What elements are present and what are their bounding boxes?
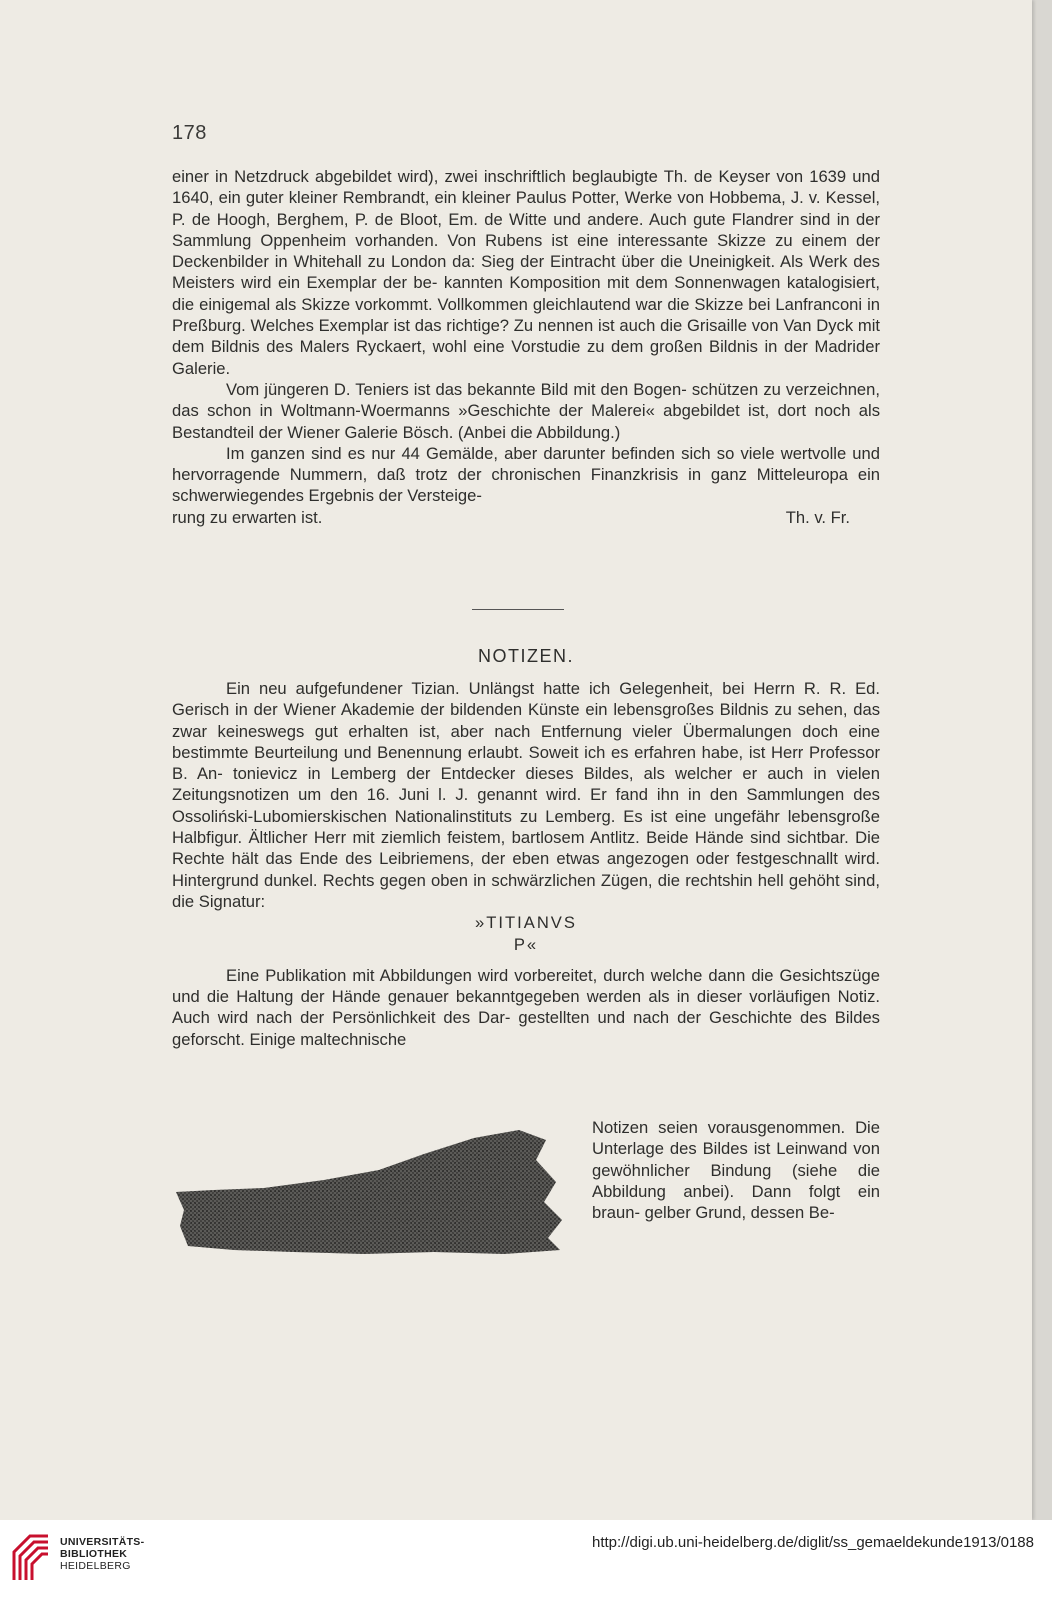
section-heading: NOTIZEN. xyxy=(478,646,574,666)
text-line: Die Unterlage des Bildes ist xyxy=(592,1118,880,1159)
wrapped-text-column xyxy=(592,1117,880,1223)
section-divider xyxy=(472,609,564,610)
text-line: Ein neu aufgefundener Tizian. Unlängst hatte ich Gelegenheit, bei xyxy=(226,679,745,698)
library-name-line-1: UNIVERSITÄTS- xyxy=(60,1536,145,1548)
text-line: Herrn R. R. Ed. Gerisch in der Wiener Akademie der bildenden Künste ein xyxy=(172,679,880,720)
notizen-paragraph-2 xyxy=(172,965,880,1050)
library-name-line-3: HEIDELBERG xyxy=(60,1560,131,1572)
text-line: Leibriemens, der eben etwas angezogen oder festgeschnallt wird. Hintergrund xyxy=(172,849,880,890)
text-line: der Malerei« abgebildet ist, dort noch als Bestandteil der Wiener Galerie xyxy=(172,401,880,442)
paragraph-3 xyxy=(172,443,880,507)
text-line: Finanzkrisis in ganz Mitteleuropa ein schwerwiegendes Ergebnis der Versteige- xyxy=(172,465,880,506)
text-line: P. de Bloot, Em. de Witte und andere. Auch gute Flandrer sind in der xyxy=(354,209,880,229)
text-line: Skizze vorkommt. Vollkommen gleichlautend war die Skizze bei Lanfranconi xyxy=(301,294,863,314)
text-line: sind, die Signatur: xyxy=(172,870,880,911)
text-line: anbei). Dann folgt ein braun- xyxy=(592,1181,880,1223)
paragraph-2 xyxy=(172,379,880,443)
text-line: Es ist eine ungefähr lebensgroße Halbfigur. Ältlicher Herr mit ziemlich feistem, xyxy=(172,806,880,848)
text-line: Eine Publikation mit Abbildungen wird vorbereitet, durch welche dann xyxy=(226,965,746,985)
text-line: rung zu erwarten ist. xyxy=(172,507,323,527)
text-line: tonievicz in Lemberg der Entdecker dieses Bildes, als welcher er auch in xyxy=(232,764,827,784)
text-line: gelber Grund, dessen Be- xyxy=(644,1203,835,1223)
text-line: viele wertvolle und hervorragende Nummern, daß trotz der chronischen xyxy=(172,443,880,485)
text-line: dunkel. Rechts gegen oben in schwärzlichen Zügen, die rechtshin hell gehöht xyxy=(263,870,840,890)
text-line: kannten Komposition mit dem Sonnenwagen katalogisiert, die einigemal als xyxy=(172,273,880,314)
wrap-paragraph xyxy=(592,1117,880,1223)
text-line: Bösch. (Anbei die Abbildung.) xyxy=(402,422,621,442)
library-name xyxy=(60,1536,144,1572)
text-line: die Gesichtszüge und die Haltung der Hände genauer bekanntgegeben werden xyxy=(172,965,880,1007)
paragraph-1 xyxy=(172,166,880,379)
source-url-link[interactable]: http://digi.ub.uni-heidelberg.de/diglit/ss_gemaeldekunde1913/0188 xyxy=(592,1534,1034,1551)
text-line: in Preßburg. Welches Exemplar ist das richtige? Zu nennen ist auch die xyxy=(172,294,880,336)
titian-signature-line-1: »TITIANVS xyxy=(475,913,577,933)
text-line: Leinwand von gewöhnlicher xyxy=(592,1139,880,1180)
text-line: einer in Netzdruck abgebildet wird), zwei inschriftlich beglaubigte Th. de Keyser xyxy=(172,167,771,186)
canvas-fabric-illustration xyxy=(174,1126,574,1256)
text-line: Benennung erlaubt. Soweit ich es erfahren habe, ist Herr Professor B. An- xyxy=(172,742,880,784)
library-logo-icon xyxy=(8,1530,54,1582)
page-number: 178 xyxy=(172,122,207,144)
text-line: Potter, Werke von Hobbema, J. v. Kessel, P. de Hoogh, Berghem, xyxy=(172,188,880,229)
text-line: Vom jüngeren D. Teniers ist das bekannte Bild mit den Bogen- xyxy=(226,379,687,399)
titian-signature-line-2: P« xyxy=(513,934,539,954)
author-signature: Th. v. Fr. xyxy=(785,507,850,527)
text-line: über die Uneinigkeit. Als Werk des Meisters wird ein Exemplar der be- xyxy=(172,252,880,293)
text-line: zu einem der Deckenbilder in Whitehall zu London da: Sieg der Eintracht xyxy=(172,230,880,272)
library-name-line-2: BIBLIOTHEK xyxy=(60,1548,128,1560)
text-line: Vorstudie zu dem großen Bildnis in der Madrider Galerie. xyxy=(172,337,880,378)
text-line: gestellten und nach der Geschichte des Bildes geforscht. Einige maltechnische xyxy=(172,1008,880,1049)
text-line: von 1639 und 1640, ein guter kleiner Rembrandt, ein kleiner Paulus xyxy=(172,167,880,208)
text-line: den Sammlungen des Ossoliński-Lubomierskischen Nationalinstituts zu Lemberg. xyxy=(172,785,880,826)
text-line: nach Entfernung vieler Übermalungen doch eine bestimmte Beurteilung und xyxy=(172,721,880,762)
text-line: bartlosem Antlitz. Beide Hände sind sichtbar. Die Rechte hält das Ende des xyxy=(172,828,880,869)
text-line: vielen Zeitungsnotizen um den 16. Juni l. J. genannt wird. Er fand ihn in xyxy=(172,764,880,805)
closing-line xyxy=(172,507,880,528)
text-line: Sammlung Oppenheim vorhanden. Von Rubens ist eine interessante Skizze xyxy=(172,230,766,250)
text-line: Bindung (siehe die Abbildung xyxy=(592,1160,880,1201)
notizen-paragraph-1 xyxy=(172,678,880,912)
text-line: lebensgroßes Bildnis zu sehen, das zwar keineswegs gut erhalten ist, aber xyxy=(172,700,880,741)
text-line: Im ganzen sind es nur 44 Gemälde, aber darunter befinden sich so xyxy=(226,443,735,463)
footer-bar xyxy=(0,1520,1052,1599)
text-line: schützen zu verzeichnen, das schon in Woltmann-Woermanns »Geschichte xyxy=(172,379,880,421)
body-text-notizen xyxy=(172,678,880,1050)
text-line: als in dieser vorläufigen Notiz. Auch wird nach der Persönlichkeit des Dar- xyxy=(172,987,880,1028)
body-text-section1 xyxy=(172,166,880,528)
text-line: Grisaille von Van Dyck mit dem Bildnis des Malers Ryckaert, wohl eine xyxy=(172,316,880,357)
text-line: Notizen seien vorausgenommen. xyxy=(592,1118,846,1137)
